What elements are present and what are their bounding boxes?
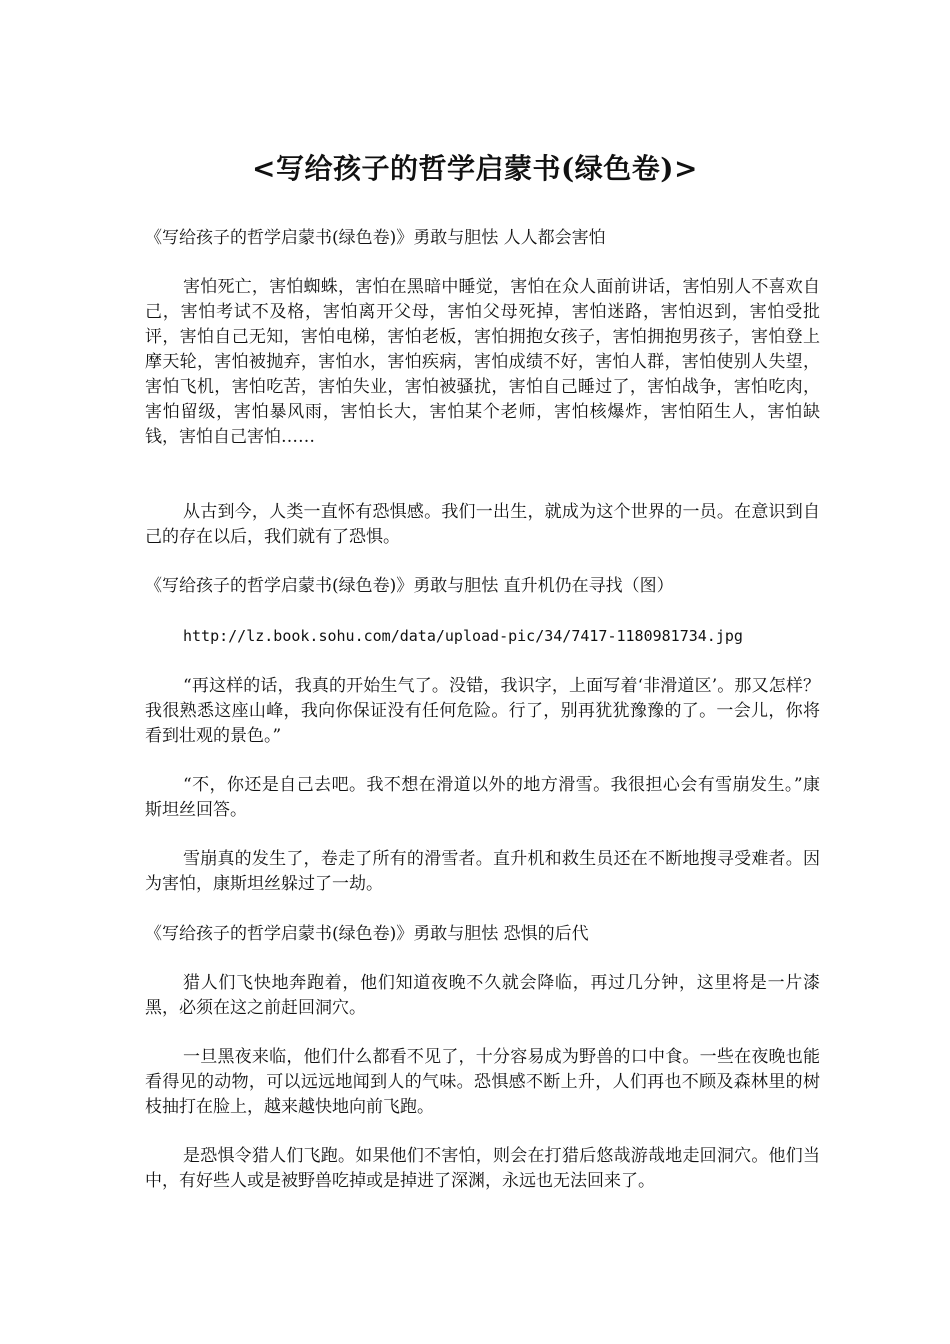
paragraph-dialogue-2: “不，你还是自己去吧。我不想在滑道以外的地方滑雪。我很担心会有雪崩发生。”康斯坦丝回答。 (145, 775, 820, 820)
paragraph-fear-drives: 是恐惧令猎人们飞跑。如果他们不害怕，则会在打猎后悠哉游哉地走回洞穴。他们当中，有好些人或是被野兽吃掉或是掉进了深渊，永远也无法回来了。 (145, 1146, 820, 1191)
paragraph-dialogue-1: “再这样的话，我真的开始生气了。没错，我识字，上面写着‘非滑道区’。那又怎样？我很熟悉这座山峰，我向你保证没有任何危险。行了，别再犹犹豫豫的了。一会儿，你将看到壮观的景色。” (145, 676, 820, 746)
section-heading-2: 《写给孩子的哲学启蒙书(绿色卷)》勇敢与胆怯 直升机仍在寻找（图） (145, 576, 674, 596)
section-heading-1: 《写给孩子的哲学启蒙书(绿色卷)》勇敢与胆怯 人人都会害怕 (145, 228, 606, 248)
paragraph-fears-list: 害怕死亡，害怕蜘蛛，害怕在黑暗中睡觉，害怕在众人面前讲话，害怕别人不喜欢自己，害怕考试不及格，害怕离开父母，害怕父母死掉，害怕迷路，害怕迟到，害怕受批评，害怕自己无知，害怕电梯，害怕老板，害怕拥抱女孩子，害怕拥抱男孩子，害怕登上摩天轮，害怕被抛弃，害怕水，害怕疾病，害怕成绩不好，害怕人群，害怕使别人失望，害怕飞机，害怕吃苦，害怕失业，害怕被骚扰，害怕自己睡过了，害怕战争，害怕吃肉，害怕留级，害怕暴风雨，害怕长大，害怕某个老师，害怕核爆炸，害怕陌生人，害怕缺钱，害怕自己害怕…… (145, 277, 820, 447)
section-heading-3: 《写给孩子的哲学启蒙书(绿色卷)》勇敢与胆怯 恐惧的后代 (145, 924, 589, 944)
paragraph-avalanche: 雪崩真的发生了，卷走了所有的滑雪者。直升机和救生员还在不断地搜寻受难者。因为害怕，康斯坦丝躲过了一劫。 (145, 849, 820, 894)
paragraph-hunters-run: 猎人们飞快地奔跑着，他们知道夜晚不久就会降临，再过几分钟，这里将是一片漆黑，必须在这之前赶回洞穴。 (145, 973, 820, 1018)
paragraph-night-danger: 一旦黑夜来临，他们什么都看不见了，十分容易成为野兽的口中食。一些在夜晚也能看得见的动物，可以远远地闻到人的气味。恐惧感不断上升，人们再也不顾及森林里的树枝抽打在脸上，越来越快地向前飞跑。 (145, 1047, 820, 1117)
paragraph-human-fear: 从古到今，人类一直怀有恐惧感。我们一出生，就成为这个世界的一员。在意识到自己的存在以后，我们就有了恐惧。 (145, 502, 820, 547)
image-url-link[interactable]: http://lz.book.sohu.com/data/upload-pic/34/7417-1180981734.jpg (183, 627, 743, 645)
document-title: <写给孩子的哲学启蒙书(绿色卷)> (252, 151, 698, 185)
